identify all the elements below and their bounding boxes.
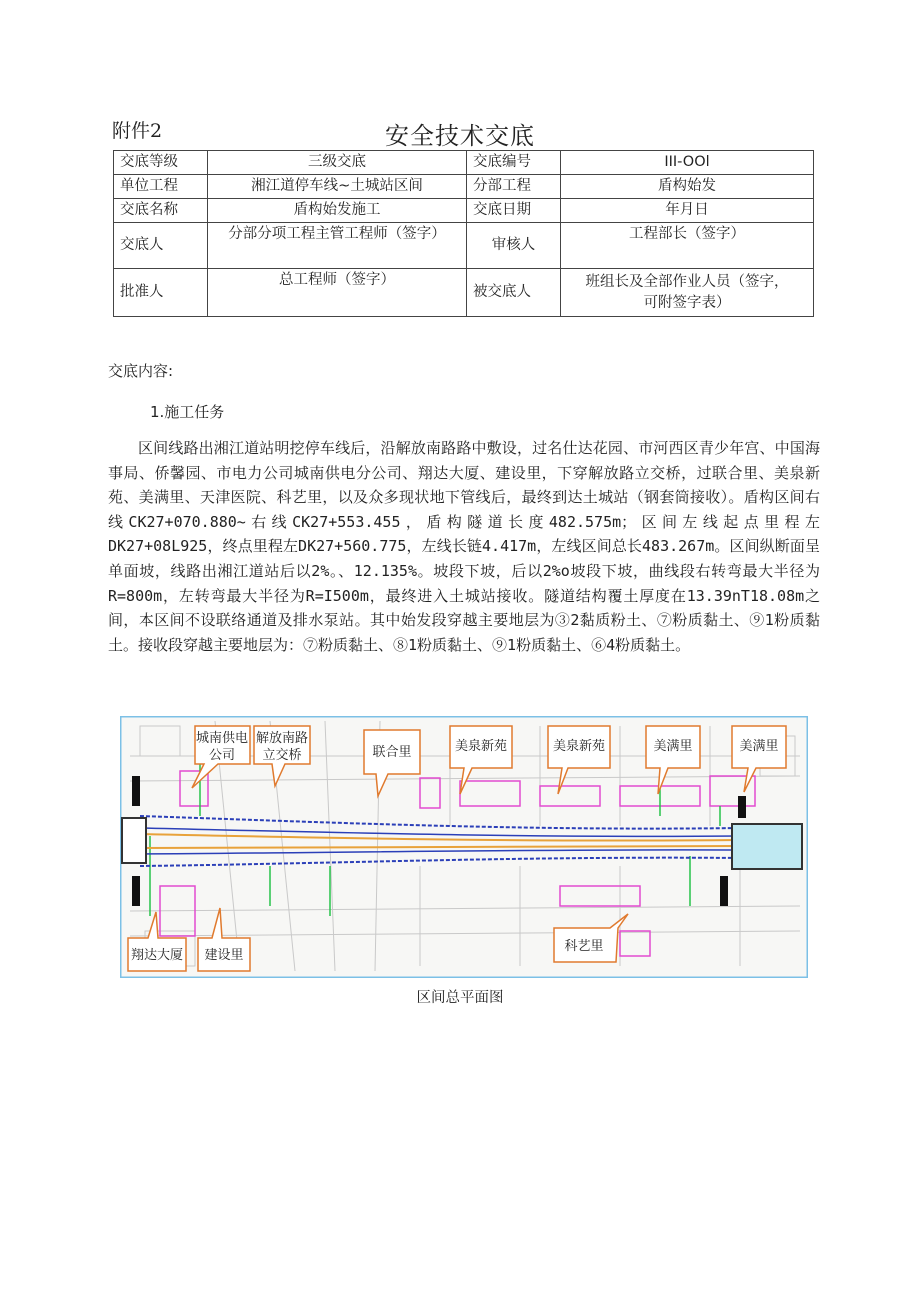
attachment-label: 附件2 [112,120,163,142]
site-plan-map [120,716,808,978]
table-row [114,151,814,175]
callout-text: 翔达大厦 [130,948,184,963]
callout-text: 建设里 [204,948,244,963]
section-title: 1.施工任务 [150,403,225,421]
body-paragraph [108,436,820,657]
callout-text: 美满里 [653,739,693,754]
callout-text: 城南供电 [195,731,249,746]
name-label: 交底名称 [114,199,208,223]
unit-project-value: 湘江道停车线~土城站区间 [208,175,467,199]
presenter-label: 交底人 [114,223,208,269]
table-row [114,175,814,199]
unit-project-label: 单位工程 [114,175,208,199]
callout-text: 联合里 [372,745,412,760]
end-station-marker-top [738,796,746,818]
callout-text: 公司 [208,748,236,763]
document-title: 安全技术交底 [385,122,535,150]
callout-text: 美满里 [739,739,779,754]
table-row [114,223,814,269]
grade-value: 三级交底 [208,151,467,175]
paragraph-text: 区间线路出湘江道站明挖停车线后，沿解放南路路中敷设，过名仕达花园、市河西区青少年宫、中国海事局、侨馨园、市电力公司城南供电分公司、翔达大厦、建设里，下穿解放路立交桥，过联合里、美泉新苑、美满里、天津医院、科艺里，以及众多现状地下管线后，最终到达土城站（钢套筒接收）。盾构区间右线CK27+070.880~右线CK27+553.455，盾构隧道长度482.575m；区间左线起点里程左DK27+08L925，终点里程左DK27+560.775，左线长链4.417m，左线区间总长483.267m。区间纵断面呈单面坡，线路出湘江道站后以2%。、12.135%。坡段下坡，后以2%o坡段下坡，曲线段右转弯最大半径为R=800m，左转弯最大半径为R=I500m，最终进入土城站接收。隧道结构覆土厚度在13.39nT18.08m之间，本区间不设联络通道及排水泵站。其中始发段穿越主要地层为③2黏质粉土、⑦粉质黏土、⑨1粉质黏土。接收段穿越主要地层为：⑦粉质黏土、⑧1粉质黏土、⑨1粉质黏土、⑥4粉质黏土。 [108,439,820,654]
callout-text: 美泉新苑 [454,739,508,754]
recipient-label: 被交底人 [467,269,561,317]
number-label: 交底编号 [467,151,561,175]
info-table [113,150,814,317]
start-station-shaft [122,818,146,863]
callout-text: 解放南路 [255,731,309,746]
callout-text: 科艺里 [564,939,604,954]
end-station-marker-bottom [720,876,728,906]
recipient-line-1: 班组长及全部作业人员（签字， [585,273,789,290]
table-row [114,199,814,223]
number-value: III-OOl [561,151,814,175]
sub-project-value: 盾构始发 [561,175,814,199]
content-label: 交底内容: [108,362,174,380]
start-station-marker-top [132,776,140,806]
callout-text: 美泉新苑 [552,739,606,754]
presenter-signature: 分部分项工程主管工程师（签字） [208,223,467,269]
approver-signature: 总工程师（签字） [208,269,467,317]
end-station-box [732,824,802,869]
sub-project-label: 分部工程 [467,175,561,199]
table-row [114,269,814,317]
date-value: 年月日 [561,199,814,223]
recipient-signature [561,269,814,317]
grade-label: 交底等级 [114,151,208,175]
figure-caption: 区间总平面图 [416,990,504,1006]
approver-label: 批准人 [114,269,208,317]
date-label: 交底日期 [467,199,561,223]
recipient-line-2: 可附签字表） [643,294,731,311]
reviewer-label: 审核人 [467,223,561,269]
reviewer-signature: 工程部长（签字） [561,223,814,269]
start-station-marker-bottom [132,876,140,906]
name-value: 盾构始发施工 [208,199,467,223]
callout-text: 立交桥 [262,748,302,763]
